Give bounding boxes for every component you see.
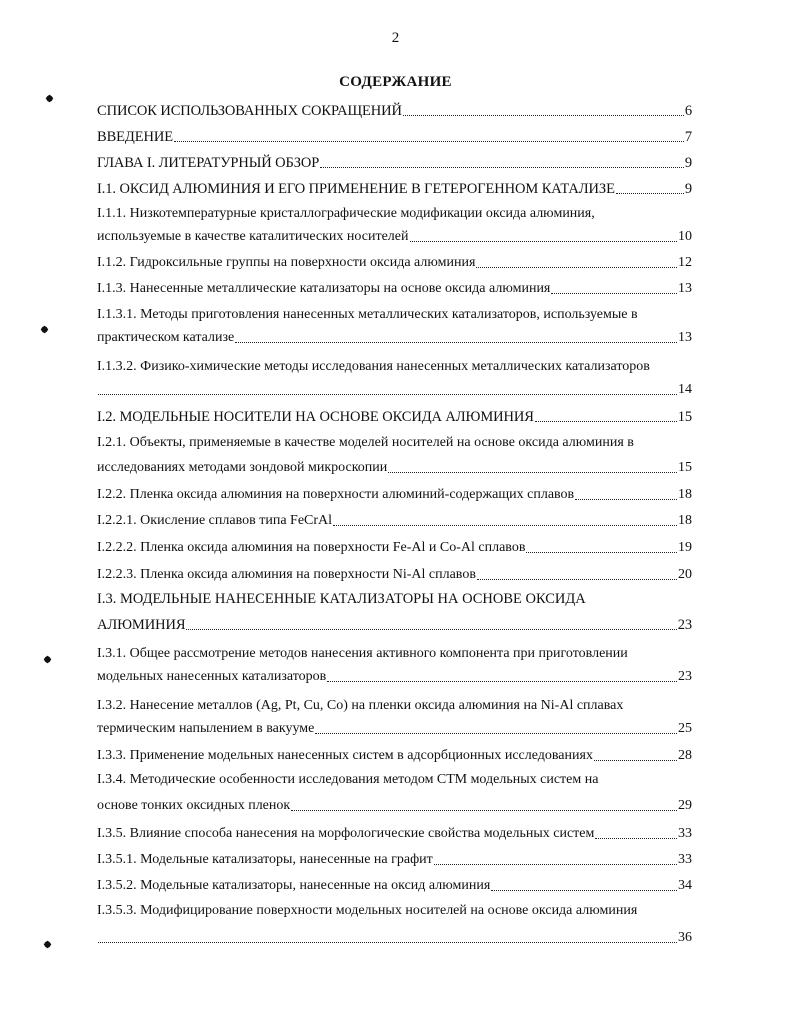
toc-entry-title: АЛЮМИНИЯ [97,617,186,633]
toc-entry-page: 23 [677,617,692,633]
toc-entry-title: I.2.2.2. Пленка оксида алюминия на поверхности Fe-Al и Co-Al сплавов [97,540,526,555]
toc-entry [97,224,692,246]
toc-entry-page: 9 [684,155,692,171]
toc-entry-title: I.2.2.1. Окисление сплавов типа FeCrAl [97,513,333,528]
dot-leader [98,394,677,395]
toc-entry-title: I.1.2. Гидроксильные группы на поверхности оксида алюминия [97,255,476,270]
toc-entry-page: 18 [678,487,692,502]
dot-leader [594,760,677,761]
toc-entry [97,793,692,815]
dot-leader [403,115,684,116]
dot-leader [235,342,677,343]
toc-entry-page: 28 [678,748,692,763]
toc-entry-page: 14 [678,382,692,397]
dot-leader [616,193,684,194]
dot-leader [186,629,676,630]
toc-entry-line: I.3.1. Общее рассмотрение методов нанесения активного компонента при приготовлении [97,646,628,661]
dot-leader [551,293,677,294]
toc-entry-page: 13 [678,330,692,345]
toc-entry-title: I.3.5.1. Модельные катализаторы, нанесенные на графит [97,852,433,867]
toc-entry-line: I.3.4. Методические особенности исследования методом СТМ модельных систем на [97,772,599,787]
toc-entry-page: 29 [678,798,692,813]
toc-entry-page: 7 [684,129,692,145]
toc-entry [97,482,692,504]
toc-entry-title: ВВЕДЕНИЕ [97,129,173,145]
toc-entry [97,873,692,895]
dot-leader [535,421,677,422]
dot-leader [410,241,678,242]
toc-entry-title: I.1. ОКСИД АЛЮМИНИЯ И ЕГО ПРИМЕНЕНИЕ В ГЕТЕРОГЕННОМ КАТАЛИЗЕ [97,181,615,197]
toc-entry [97,325,692,347]
toc-entry-title: I.1.3. Нанесенные металлические катализаторы на основе оксида алюминия [97,281,551,296]
toc-entry-title: исследованиях методами зондовой микроскопии [97,460,388,475]
binding-hole-mark-icon [43,940,52,949]
toc-entry-page: 12 [678,255,692,270]
toc-entry [97,176,692,198]
dot-leader [477,579,677,580]
toc-entry-page: 33 [678,826,692,841]
toc-entry-title: I.3.5. Влияние способа нанесения на морфологические свойства модельных систем [97,826,595,841]
toc-entry [97,377,692,399]
dot-leader [315,733,677,734]
toc-entry [97,562,692,584]
toc-entry [97,743,692,765]
toc-heading: СОДЕРЖАНИЕ [339,74,452,90]
toc-entry [97,404,692,426]
toc-entry-page: 20 [678,567,692,582]
toc-entry-title: I.3.3. Применение модельных нанесенных систем в адсорбционных исследованиях [97,748,593,763]
dot-leader [320,167,684,168]
dot-leader [575,499,677,500]
toc-entry [97,250,692,272]
toc-entry-title: термическим напылением в вакууме [97,721,315,736]
binding-hole-mark-icon [43,655,52,664]
toc-entry [97,535,692,557]
toc-entry-title: ГЛАВА I. ЛИТЕРАТУРНЫЙ ОБЗОР [97,155,320,171]
toc-entry-page: 18 [678,513,692,528]
dot-leader [327,681,677,682]
toc-entry [97,150,692,172]
page-number: 2 [391,30,400,46]
dot-leader [333,525,677,526]
toc-entry-line: I.3.2. Нанесение металлов (Ag, Pt, Cu, Co) на пленки оксида алюминия на Ni-Al сплавах [97,698,624,713]
toc-entry-line: I.1.3.1. Методы приготовления нанесенных металлических катализаторов, используемые в [97,307,638,322]
toc-entry-page: 15 [677,409,692,425]
dot-leader [526,552,677,553]
toc-entry-title: I.2.2. Пленка оксида алюминия на поверхности алюминий-содержащих сплавов [97,487,575,502]
toc-entry [97,508,692,530]
toc-entry [97,612,692,634]
toc-entry [97,98,692,120]
toc-entry [97,847,692,869]
toc-entry-page: 13 [678,281,692,296]
toc-entry-line: I.2.1. Объекты, применяемые в качестве моделей носителей на основе оксида алюминия в [97,435,634,450]
toc-entry-title: I.2. МОДЕЛЬНЫЕ НОСИТЕЛИ НА ОСНОВЕ ОКСИДА АЛЮМИНИЯ [97,409,534,425]
toc-entry [97,925,692,947]
toc-entry-title: I.3.5.2. Модельные катализаторы, нанесенные на оксид алюминия [97,878,491,893]
dot-leader [388,472,677,473]
toc-entry-page: 34 [678,878,692,893]
toc-entry-page: 10 [678,229,692,244]
toc-entry-line: I.1.3.2. Физико-химические методы исследования нанесенных металлических катализаторов [97,359,650,374]
dot-leader [174,141,684,142]
toc-entry-page: 33 [678,852,692,867]
dot-leader [98,942,677,943]
binding-hole-mark-icon [45,94,54,103]
toc-entry-page: 19 [678,540,692,555]
toc-entry-title: используемые в качестве каталитических носителей [97,229,409,244]
toc-entry [97,276,692,298]
dot-leader [491,890,677,891]
dot-leader [291,810,677,811]
toc-entry-title: практическом катализе [97,330,235,345]
toc-entry-title: I.2.2.3. Пленка оксида алюминия на поверхности Ni-Al сплавов [97,567,476,582]
toc-entry [97,716,692,738]
dot-leader [434,864,677,865]
toc-entry-title: СПИСОК ИСПОЛЬЗОВАННЫХ СОКРАЩЕНИЙ [97,103,402,119]
binding-hole-mark-icon [40,325,49,334]
toc-entry-page: 6 [684,103,692,119]
toc-entry-page: 23 [678,669,692,684]
dot-leader [476,267,677,268]
toc-entry-page: 36 [678,930,692,945]
toc-entry [97,664,692,686]
toc-entry-line: I.3. МОДЕЛЬНЫЕ НАНЕСЕННЫЕ КАТАЛИЗАТОРЫ НА ОСНОВЕ ОКСИДА [97,591,586,607]
toc-entry-page: 9 [684,181,692,197]
toc-entry-title: модельных нанесенных катализаторов [97,669,327,684]
toc-entry-title: основе тонких оксидных пленок [97,798,291,813]
toc-entry-line: I.3.5.3. Модифицирование поверхности модельных носителей на основе оксида алюминия [97,903,638,918]
toc-entry-page: 25 [678,721,692,736]
toc-entry [97,455,692,477]
toc-entry-page: 15 [678,460,692,475]
toc-entry [97,821,692,843]
toc-entry [97,124,692,146]
dot-leader [595,838,677,839]
toc-entry-line: I.1.1. Низкотемпературные кристаллографические модификации оксида алюминия, [97,206,595,221]
